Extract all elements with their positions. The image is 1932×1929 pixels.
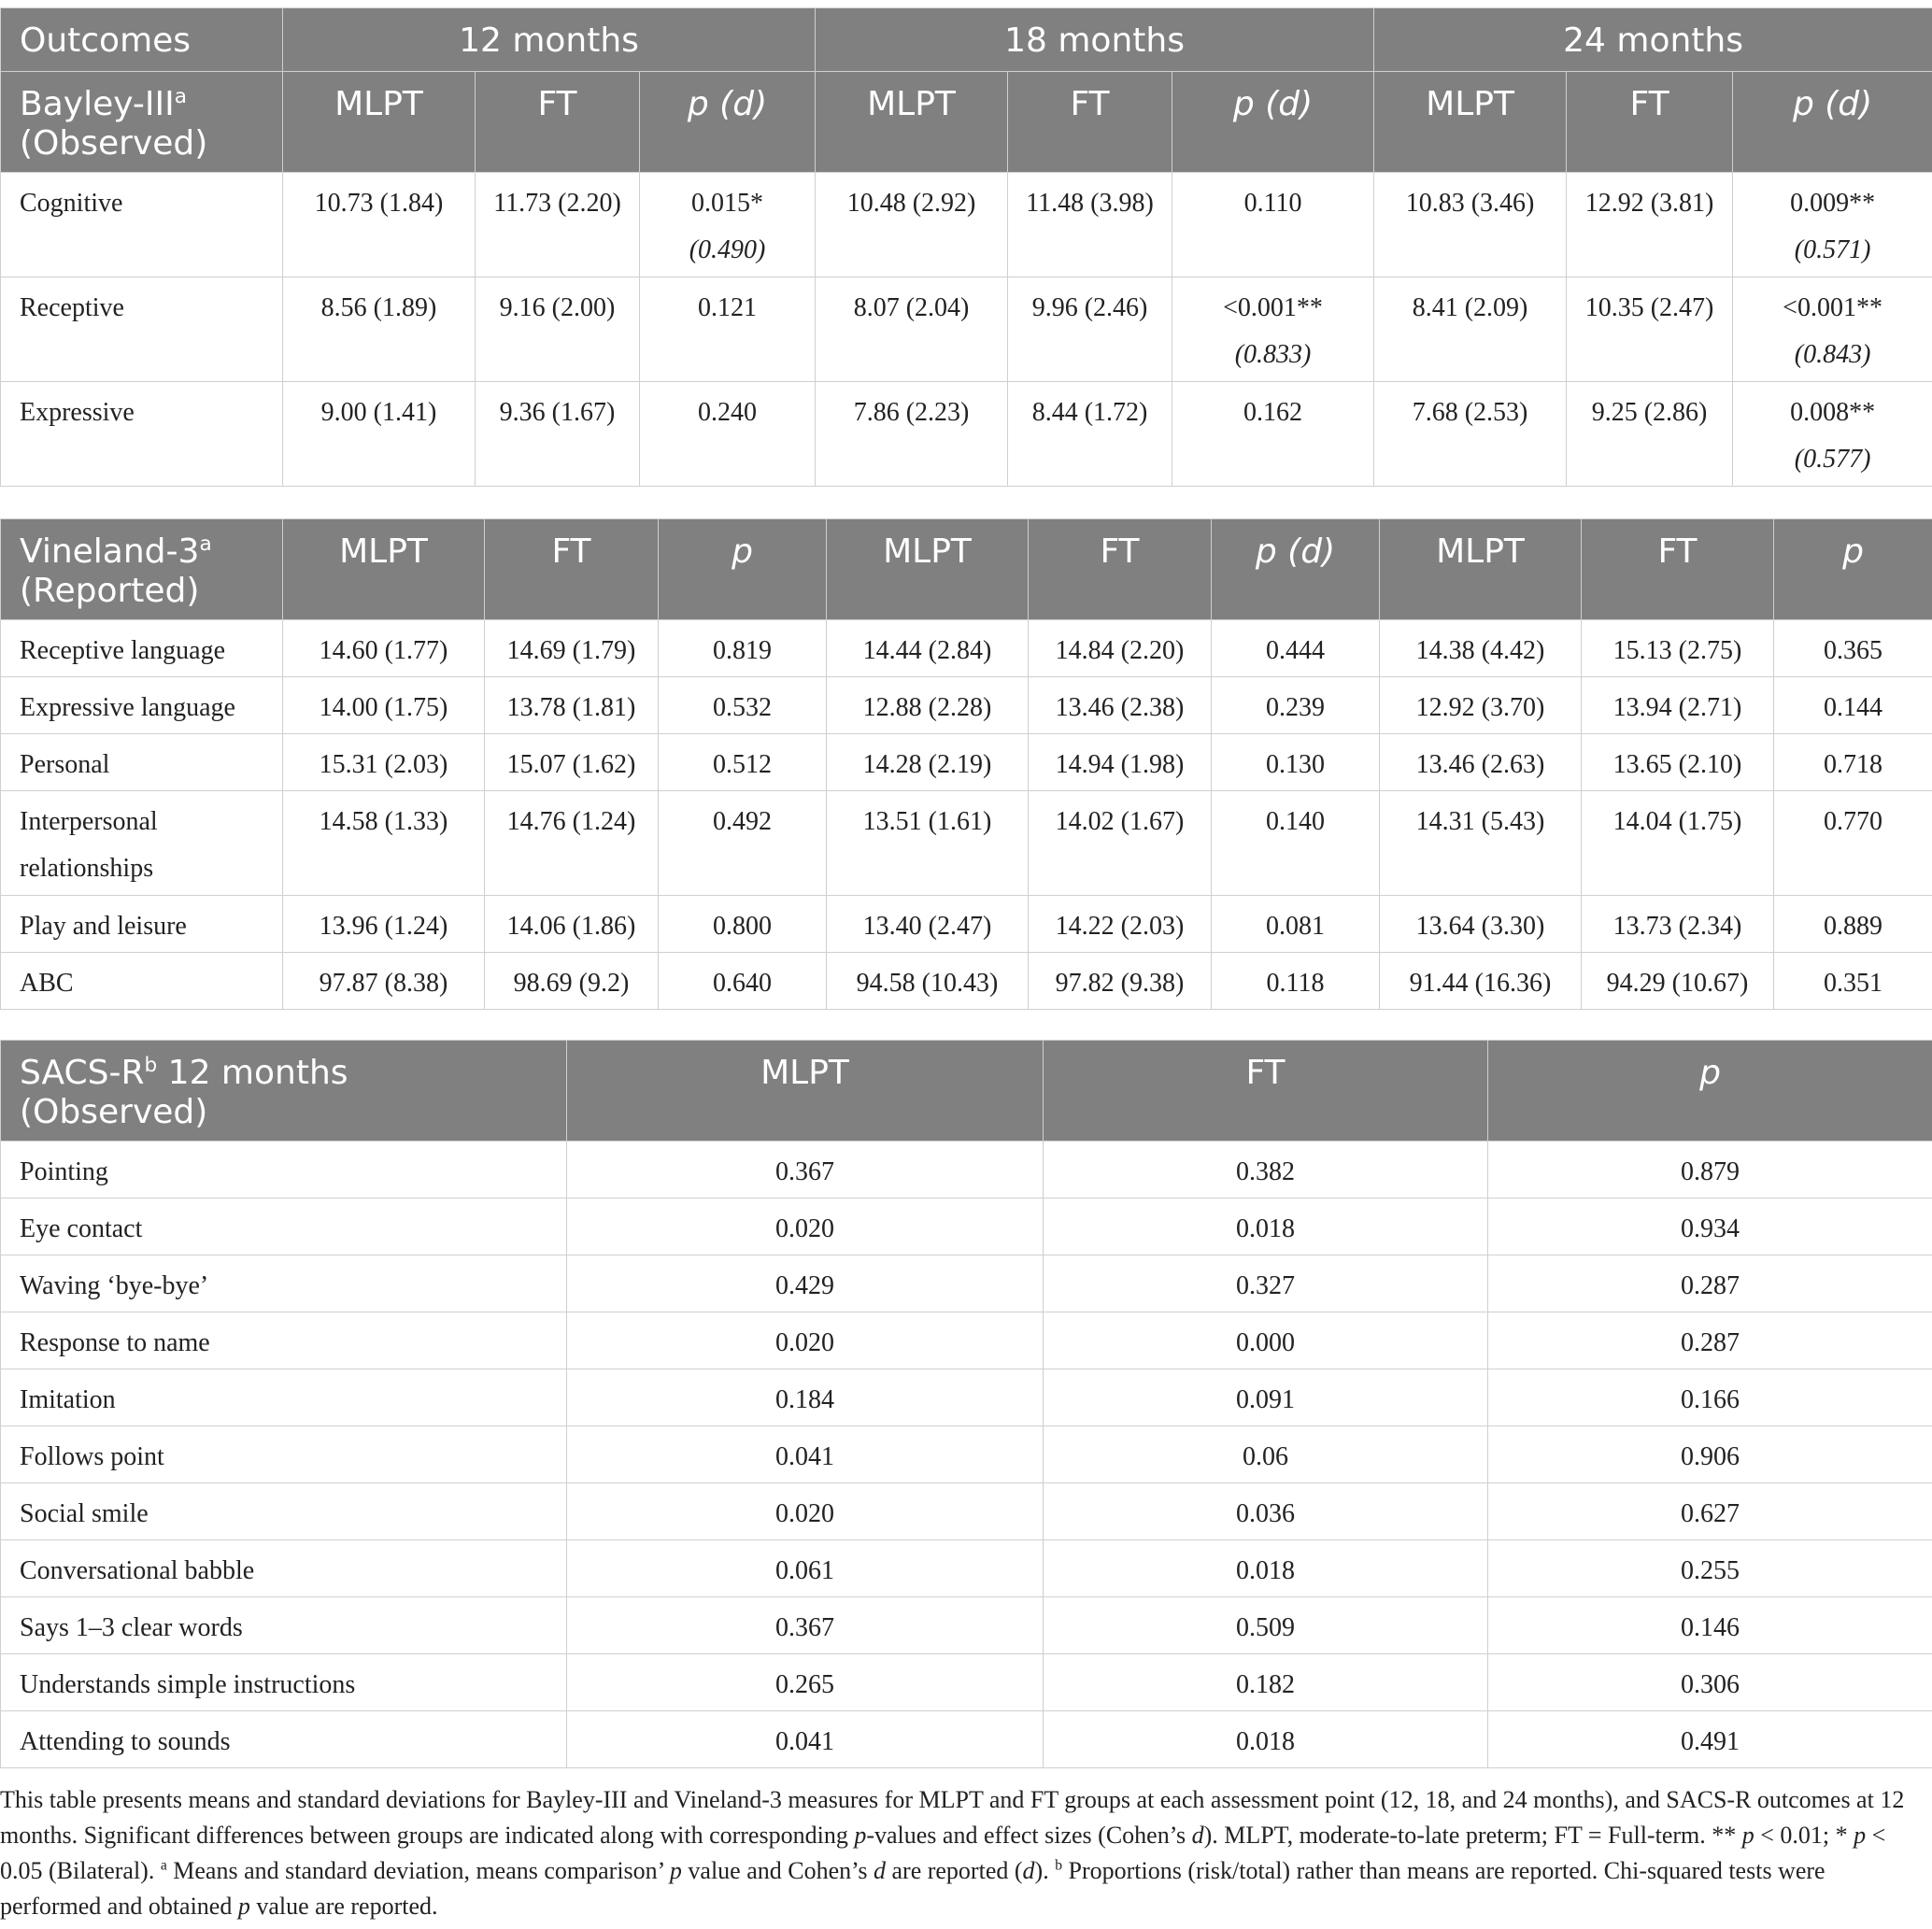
- col-header: FT: [1008, 72, 1172, 173]
- table-row: [1, 791, 1932, 896]
- data-cell: 97.82 (9.38): [1029, 953, 1212, 1010]
- data-cell: 0.367: [567, 1142, 1044, 1199]
- col-header: MLPT: [816, 72, 1008, 173]
- data-cell: 0.718: [1774, 734, 1932, 791]
- table-row: [1, 1540, 1932, 1597]
- table-row: [1, 1142, 1932, 1199]
- data-cell: 0.041: [567, 1426, 1044, 1483]
- data-cell: 0.627: [1488, 1483, 1932, 1540]
- data-cell: 0.327: [1044, 1255, 1488, 1312]
- data-cell: [1172, 277, 1374, 382]
- row-label: Receptive: [1, 277, 283, 382]
- data-cell: 0.365: [1774, 620, 1932, 677]
- row-label: ABC: [1, 953, 283, 1010]
- col-header: p (d): [1212, 519, 1380, 620]
- data-cell: 0.532: [659, 677, 827, 734]
- table-row: [1, 173, 1932, 277]
- data-cell: 0.287: [1488, 1255, 1932, 1312]
- cell-value: 0.008**: [1790, 398, 1876, 427]
- table-footnote: This table presents means and standard deviations for Bayley-III and Vineland-3 measures for MLPT and FT groups at each assessment point (12, 18, and 24 months), and SACS-R outcomes at 12 months. Significant differences between groups are indicated along with corresponding p-values and effect sizes (Cohen’s d). MLPT, moderate-to-late preterm; FT = Full-term. ** p < 0.01; * p < 0.05 (Bilateral). $^a$ Means and standard deviation, means comparison’ p value and Cohen’s d are reported (d). $^b$ Proportions (risk/total) rather than means are reported. Chi-squared tests were performed and obtained p value are reported.: [0, 1786, 1905, 1920]
- data-cell: [1172, 173, 1374, 277]
- sacs-body: [1, 1142, 1932, 1768]
- effect-size: (0.571): [1794, 235, 1871, 264]
- data-cell: 14.60 (1.77): [283, 620, 485, 677]
- data-cell: [1733, 277, 1932, 382]
- data-cell: [1008, 277, 1172, 382]
- table-row: [1, 1199, 1932, 1255]
- data-cell: [816, 382, 1008, 487]
- effect-size: (0.843): [1794, 340, 1871, 369]
- data-cell: 13.46 (2.38): [1029, 677, 1212, 734]
- cell-value: 9.00 (1.41): [320, 398, 437, 427]
- col-header: p (d): [1733, 72, 1932, 173]
- cell-value: 8.41 (2.09): [1412, 293, 1528, 322]
- data-cell: 94.29 (10.67): [1582, 953, 1774, 1010]
- table-row: [1, 953, 1932, 1010]
- table-row: [1, 1369, 1932, 1426]
- data-cell: 0.265: [567, 1654, 1044, 1711]
- data-cell: 0.429: [567, 1255, 1044, 1312]
- data-cell: 0.020: [567, 1312, 1044, 1369]
- col-header: FT: [1567, 72, 1733, 173]
- col-header: FT: [485, 519, 659, 620]
- row-label: Expressive: [1, 382, 283, 487]
- data-cell: 0.041: [567, 1711, 1044, 1768]
- data-cell: 12.88 (2.28): [827, 677, 1029, 734]
- sacs-column-header-row: [1, 1041, 1932, 1142]
- cell-value: 10.48 (2.92): [846, 189, 976, 218]
- data-cell: 13.78 (1.81): [485, 677, 659, 734]
- sacs-table: [0, 1040, 1932, 1768]
- data-cell: 0.06: [1044, 1426, 1488, 1483]
- vineland-label-text: Vineland-3: [20, 532, 200, 571]
- data-cell: 0.140: [1212, 791, 1380, 896]
- data-cell: [640, 382, 816, 487]
- cell-value: 11.73 (2.20): [493, 189, 621, 218]
- cell-value: 9.16 (2.00): [499, 293, 616, 322]
- data-cell: [1172, 382, 1374, 487]
- data-cell: 0.146: [1488, 1597, 1932, 1654]
- data-cell: 0.444: [1212, 620, 1380, 677]
- data-cell: [640, 173, 816, 277]
- data-cell: 0.166: [1488, 1369, 1932, 1426]
- data-cell: 0.239: [1212, 677, 1380, 734]
- data-cell: [1567, 277, 1733, 382]
- header-12-months: 12 months: [283, 8, 816, 72]
- data-cell: 0.081: [1212, 896, 1380, 953]
- data-cell: 13.51 (1.61): [827, 791, 1029, 896]
- vineland-table: [0, 518, 1932, 1010]
- row-label: Follows point: [1, 1426, 567, 1483]
- row-label: Understands simple instructions: [1, 1654, 567, 1711]
- data-cell: 0.800: [659, 896, 827, 953]
- bayley-table: [0, 7, 1932, 487]
- data-cell: 14.94 (1.98): [1029, 734, 1212, 791]
- sacs-label-text: SACS-R: [20, 1054, 145, 1092]
- table-row: [1, 277, 1932, 382]
- vineland-sup: a: [199, 532, 212, 556]
- data-cell: 14.02 (1.67): [1029, 791, 1212, 896]
- data-cell: 0.492: [659, 791, 827, 896]
- table-row: [1, 382, 1932, 487]
- table-row: [1, 1483, 1932, 1540]
- data-cell: 14.38 (4.42): [1380, 620, 1582, 677]
- effect-size: (0.490): [689, 235, 766, 264]
- cell-value: 8.56 (1.89): [320, 293, 437, 322]
- row-label: Interpersonal relationships: [1, 791, 283, 896]
- data-cell: [1733, 382, 1932, 487]
- col-header: p: [659, 519, 827, 620]
- col-header: p (d): [1172, 72, 1374, 173]
- data-cell: 13.46 (2.63): [1380, 734, 1582, 791]
- col-header: FT: [476, 72, 640, 173]
- data-cell: 15.31 (2.03): [283, 734, 485, 791]
- data-cell: 0.351: [1774, 953, 1932, 1010]
- cell-value: 11.48 (3.98): [1026, 189, 1154, 218]
- data-cell: [476, 277, 640, 382]
- table-row: [1, 1597, 1932, 1654]
- table-row: [1, 896, 1932, 953]
- data-cell: [1008, 173, 1172, 277]
- data-cell: [476, 173, 640, 277]
- sacs-label-tail: 12 months: [157, 1054, 348, 1092]
- row-label: Waving ‘bye-bye’: [1, 1255, 567, 1312]
- row-label: Play and leisure: [1, 896, 283, 953]
- row-label: Says 1–3 clear words: [1, 1597, 567, 1654]
- col-header: MLPT: [1374, 72, 1567, 173]
- data-cell: [1374, 277, 1567, 382]
- data-cell: 0.182: [1044, 1654, 1488, 1711]
- data-cell: 13.73 (2.34): [1582, 896, 1774, 953]
- cell-value: <0.001**: [1783, 293, 1882, 322]
- col-header: MLPT: [1380, 519, 1582, 620]
- cell-value: 0.015*: [691, 189, 764, 218]
- data-cell: [1567, 173, 1733, 277]
- data-cell: 0.036: [1044, 1483, 1488, 1540]
- data-cell: 0.934: [1488, 1199, 1932, 1255]
- sacs-section-label: [1, 1041, 567, 1142]
- header-18-months: 18 months: [816, 8, 1374, 72]
- data-cell: 12.92 (3.70): [1380, 677, 1582, 734]
- data-cell: 98.69 (9.2): [485, 953, 659, 1010]
- table-row: [1, 1312, 1932, 1369]
- data-cell: 0.491: [1488, 1711, 1932, 1768]
- data-cell: 0.879: [1488, 1142, 1932, 1199]
- data-cell: 0.819: [659, 620, 827, 677]
- data-cell: 0.889: [1774, 896, 1932, 953]
- data-cell: 0.306: [1488, 1654, 1932, 1711]
- data-cell: 15.13 (2.75): [1582, 620, 1774, 677]
- table-row: [1, 1654, 1932, 1711]
- data-cell: 13.94 (2.71): [1582, 677, 1774, 734]
- col-header: p (d): [640, 72, 816, 173]
- table-row: [1, 620, 1932, 677]
- data-cell: [1374, 173, 1567, 277]
- data-cell: 0.061: [567, 1540, 1044, 1597]
- cell-value: 8.44 (1.72): [1031, 398, 1148, 427]
- table-row: [1, 734, 1932, 791]
- cell-value: 0.240: [698, 398, 758, 427]
- row-label: Social smile: [1, 1483, 567, 1540]
- vineland-section-label: [1, 519, 283, 620]
- row-label: Receptive language: [1, 620, 283, 677]
- data-cell: [1374, 382, 1567, 487]
- cell-value: 0.162: [1243, 398, 1303, 427]
- cell-value: 0.110: [1243, 189, 1302, 218]
- effect-size: (0.833): [1234, 340, 1312, 369]
- row-label: Attending to sounds: [1, 1711, 567, 1768]
- data-cell: 0.000: [1044, 1312, 1488, 1369]
- data-cell: 14.28 (2.19): [827, 734, 1029, 791]
- bayley-sublabel: (Observed): [20, 124, 208, 163]
- table-row: [1, 1711, 1932, 1768]
- table-row: [1, 1426, 1932, 1483]
- data-cell: 0.091: [1044, 1369, 1488, 1426]
- bayley-column-header-row: [1, 72, 1932, 173]
- data-cell: 0.509: [1044, 1597, 1488, 1654]
- data-cell: 0.130: [1212, 734, 1380, 791]
- col-header: MLPT: [567, 1041, 1044, 1142]
- col-header: FT: [1582, 519, 1774, 620]
- data-cell: 0.906: [1488, 1426, 1932, 1483]
- data-cell: [816, 277, 1008, 382]
- table-row: [1, 1255, 1932, 1312]
- data-cell: 91.44 (16.36): [1380, 953, 1582, 1010]
- data-cell: 0.287: [1488, 1312, 1932, 1369]
- cell-value: 0.009**: [1790, 189, 1876, 218]
- data-cell: 0.184: [567, 1369, 1044, 1426]
- cell-value: 9.36 (1.67): [499, 398, 616, 427]
- header-24-months: 24 months: [1374, 8, 1932, 72]
- outcomes-header: Outcomes: [1, 8, 283, 72]
- cell-value: 10.83 (3.46): [1405, 189, 1535, 218]
- vineland-sublabel: (Reported): [20, 572, 200, 610]
- row-label: Cognitive: [1, 173, 283, 277]
- col-header: MLPT: [827, 519, 1029, 620]
- data-cell: 13.96 (1.24): [283, 896, 485, 953]
- data-cell: 97.87 (8.38): [283, 953, 485, 1010]
- data-cell: 0.018: [1044, 1199, 1488, 1255]
- data-cell: 14.69 (1.79): [485, 620, 659, 677]
- cell-value: 7.68 (2.53): [1412, 398, 1528, 427]
- row-label: Conversational babble: [1, 1540, 567, 1597]
- bayley-sup: a: [174, 85, 187, 108]
- bayley-section-label: [1, 72, 283, 173]
- data-cell: 0.144: [1774, 677, 1932, 734]
- bayley-time-header-row: [1, 8, 1932, 72]
- vineland-column-header-row: [1, 519, 1932, 620]
- row-label: Response to name: [1, 1312, 567, 1369]
- col-header: FT: [1044, 1041, 1488, 1142]
- data-cell: [816, 173, 1008, 277]
- data-cell: 0.367: [567, 1597, 1044, 1654]
- row-label: Pointing: [1, 1142, 567, 1199]
- sacs-sup: b: [144, 1054, 158, 1077]
- data-cell: 0.118: [1212, 953, 1380, 1010]
- data-cell: 14.58 (1.33): [283, 791, 485, 896]
- bayley-label-text: Bayley-III: [20, 85, 175, 123]
- data-cell: 0.640: [659, 953, 827, 1010]
- sacs-sublabel: (Observed): [20, 1093, 208, 1131]
- data-cell: 14.44 (2.84): [827, 620, 1029, 677]
- data-cell: 14.31 (5.43): [1380, 791, 1582, 896]
- cell-value: 0.121: [698, 293, 758, 322]
- col-header: p: [1774, 519, 1932, 620]
- data-cell: [1567, 382, 1733, 487]
- data-cell: 0.770: [1774, 791, 1932, 896]
- data-cell: [476, 382, 640, 487]
- data-cell: 0.512: [659, 734, 827, 791]
- data-cell: 0.018: [1044, 1711, 1488, 1768]
- data-cell: 0.020: [567, 1199, 1044, 1255]
- data-cell: [283, 277, 476, 382]
- cell-value: 9.25 (2.86): [1591, 398, 1708, 427]
- cell-value: 12.92 (3.81): [1584, 189, 1714, 218]
- row-label: Expressive language: [1, 677, 283, 734]
- row-label: Personal: [1, 734, 283, 791]
- data-cell: 14.76 (1.24): [485, 791, 659, 896]
- data-cell: [640, 277, 816, 382]
- col-header: MLPT: [283, 72, 476, 173]
- cell-value: <0.001**: [1223, 293, 1323, 322]
- data-cell: 14.04 (1.75): [1582, 791, 1774, 896]
- bayley-body: [1, 173, 1932, 487]
- cell-value: 8.07 (2.04): [853, 293, 970, 322]
- row-label: Imitation: [1, 1369, 567, 1426]
- data-cell: 13.64 (3.30): [1380, 896, 1582, 953]
- data-cell: 94.58 (10.43): [827, 953, 1029, 1010]
- data-cell: 0.020: [567, 1483, 1044, 1540]
- data-cell: [1008, 382, 1172, 487]
- cell-value: 7.86 (2.23): [853, 398, 970, 427]
- data-cell: [1733, 173, 1932, 277]
- col-header: FT: [1029, 519, 1212, 620]
- table-row: [1, 677, 1932, 734]
- data-cell: 14.06 (1.86): [485, 896, 659, 953]
- cell-value: 9.96 (2.46): [1031, 293, 1148, 322]
- data-cell: 0.018: [1044, 1540, 1488, 1597]
- data-cell: 14.00 (1.75): [283, 677, 485, 734]
- col-header: MLPT: [283, 519, 485, 620]
- vineland-body: [1, 620, 1932, 1010]
- data-cell: 13.40 (2.47): [827, 896, 1029, 953]
- data-cell: [283, 382, 476, 487]
- data-cell: 14.84 (2.20): [1029, 620, 1212, 677]
- data-cell: 13.65 (2.10): [1582, 734, 1774, 791]
- row-label: Eye contact: [1, 1199, 567, 1255]
- data-cell: 15.07 (1.62): [485, 734, 659, 791]
- cell-value: 10.35 (2.47): [1584, 293, 1714, 322]
- col-header: p: [1488, 1041, 1932, 1142]
- cell-value: 10.73 (1.84): [314, 189, 444, 218]
- data-cell: 0.382: [1044, 1142, 1488, 1199]
- data-cell: 14.22 (2.03): [1029, 896, 1212, 953]
- effect-size: (0.577): [1794, 445, 1871, 474]
- data-cell: [283, 173, 476, 277]
- data-cell: 0.255: [1488, 1540, 1932, 1597]
